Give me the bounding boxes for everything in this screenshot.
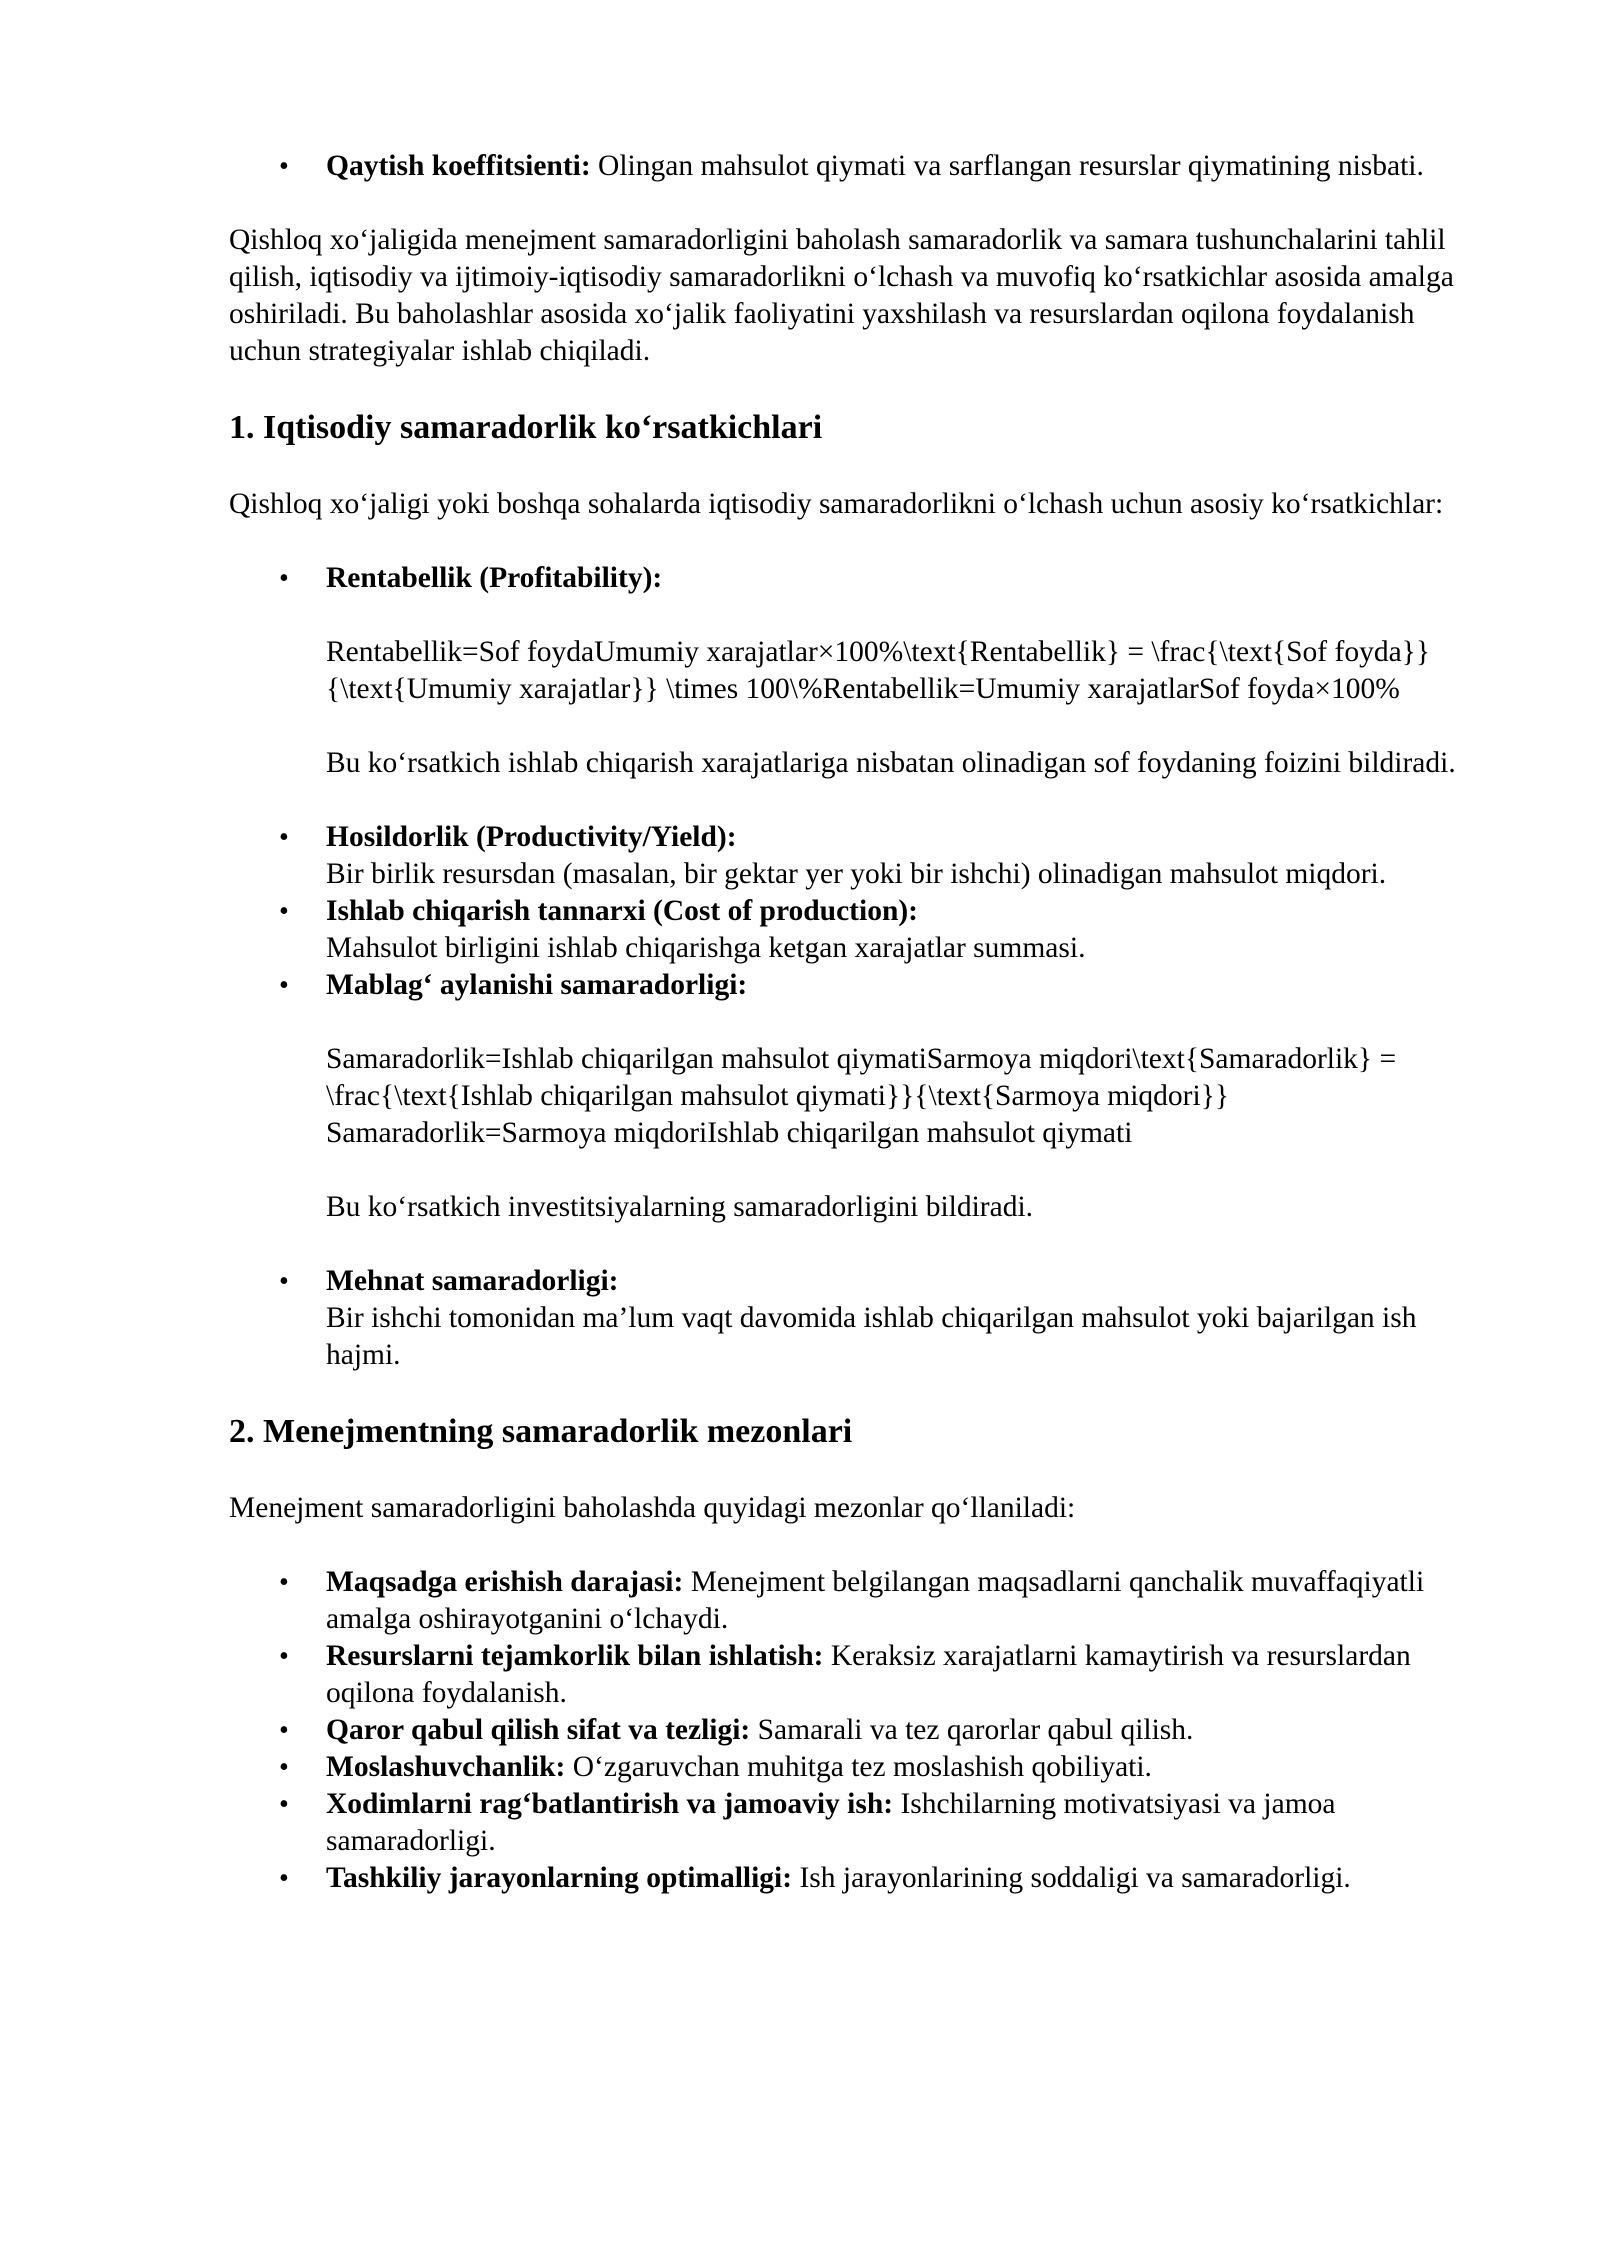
item-term: Resurslarni tejamkorlik bilan ishlatish: xyxy=(326,1640,824,1672)
item-term: Maqsadga erishish darajasi: xyxy=(326,1566,684,1598)
list-item-rentabellik xyxy=(229,560,1489,782)
formula-samaradorlik: Samaradorlik=Ishlab chiqarilgan mahsulot qiymatiSarmoya miqdori\text{Samaradorlik} = \frac{\text{Ishlab chiqarilgan mahsulot qiymati}}{\text{Sarmoya miqdori}} Samaradorlik=Sarmoya miqdoriIshlab chiqarilgan mahsulot qiymati xyxy=(326,1043,1397,1149)
item-text: Keraksiz xarajatlarni kamaytirish va resurslardan oqilona foydalanish. xyxy=(326,1640,1411,1709)
item-term: Qaytish koeffitsienti: xyxy=(326,150,591,182)
item-text: Menejment belgilangan maqsadlarni qanchalik muvaffaqiyatli amalga oshirayotganini o‘lchaydi. xyxy=(326,1566,1425,1635)
item-text: Samarali va tez qarorlar qabul qilish. xyxy=(750,1714,1194,1746)
list-item-hosildorlik xyxy=(229,819,1489,893)
item-text: Ishchilarning motivatsiyasi va jamoa samaradorligi. xyxy=(326,1788,1336,1857)
formula-note: Bu ko‘rsatkich ishlab chiqarish xarajatlariga nisbatan olinadigan sof foydaning foizini bildiradi. xyxy=(326,747,1456,779)
item-term: Moslashuvchanlik: xyxy=(326,1751,566,1783)
list-item xyxy=(229,1712,1489,1749)
formula-rentabellik: Rentabellik=Sof foydaUmumiy xarajatlar×100%\text{Rentabellik} = \frac{\text{Sof foyda}}{\text{Umumiy xarajatlar}} \times 100\%Rentabellik=Umumiy xarajatlarSof foyda×100% xyxy=(326,636,1430,705)
section-1-heading: 1. Iqtisodiy samaradorlik ko‘rsatkichlari xyxy=(229,409,823,446)
item-term: Ishlab chiqarish tannarxi (Cost of production): xyxy=(326,895,919,927)
list-item xyxy=(229,148,1489,185)
list-item xyxy=(229,1638,1489,1712)
item-term: Rentabellik (Profitability): xyxy=(326,562,663,594)
intro-list xyxy=(229,148,1489,185)
list-item xyxy=(229,1564,1489,1638)
item-term: Tashkiliy jarayonlarning optimalligi: xyxy=(326,1862,793,1894)
item-term: Xodimlarni rag‘batlantirish va jamoaviy ish: xyxy=(326,1788,894,1820)
section-2-list xyxy=(229,1564,1489,1897)
item-text: Olingan mahsulot qiymati va sarflangan resurslar qiymatining nisbati. xyxy=(590,150,1424,182)
list-item-mehnat xyxy=(229,1263,1489,1374)
list-item-mablag xyxy=(229,967,1489,1226)
item-text: Ish jarayonlarining soddaligi va samaradorligi. xyxy=(792,1862,1351,1894)
section-1-lead: Qishloq xo‘jaligi yoki boshqa sohalarda iqtisodiy samaradorlikni o‘lchash uchun asosiy ko‘rsatkichlar: xyxy=(229,488,1444,520)
section-2-heading: 2. Menejmentning samaradorlik mezonlari xyxy=(229,1413,853,1450)
section-1-list xyxy=(229,560,1489,1374)
item-term: Hosildorlik (Productivity/Yield): xyxy=(326,821,737,853)
item-desc: Bir ishchi tomonidan ma’lum vaqt davomida ishlab chiqarilgan mahsulot yoki bajarilgan ish hajmi. xyxy=(326,1302,1417,1371)
formula-note: Bu ko‘rsatkich investitsiyalarning samaradorligini bildiradi. xyxy=(326,1191,1034,1223)
list-item xyxy=(229,1786,1489,1860)
list-item xyxy=(229,1860,1489,1897)
item-term: Mablag‘ aylanishi samaradorligi: xyxy=(326,969,748,1001)
intro-paragraph: Qishloq xo‘jaligida menejment samaradorligini baholash samaradorlik va samara tushunchalarini tahlil qilish, iqtisodiy va ijtimoiy-iqtisodiy samaradorlikni o‘lchash va muvofiq ko‘rsatkichlar asosida amalga oshiriladi. Bu baholashlar asosida xo‘jalik faoliyatini yaxshilash va resurslardan oqilona foydalanish uchun strategiyalar ishlab chiqiladi. xyxy=(229,224,1454,367)
section-2-lead: Menejment samaradorligini baholashda quyidagi mezonlar qo‘llaniladi: xyxy=(229,1492,1076,1524)
item-desc: Mahsulot birligini ishlab chiqarishga ketgan xarajatlar summasi. xyxy=(326,932,1086,964)
item-desc: Bir birlik resursdan (masalan, bir gektar yer yoki bir ishchi) olinadigan mahsulot miqdori. xyxy=(326,858,1387,890)
item-term: Qaror qabul qilish sifat va tezligi: xyxy=(326,1714,751,1746)
item-term: Mehnat samaradorligi: xyxy=(326,1265,619,1297)
item-text: O‘zgaruvchan muhitga tez moslashish qobiliyati. xyxy=(565,1751,1152,1783)
document-page xyxy=(229,148,1489,1897)
list-item-tannarx xyxy=(229,893,1489,967)
list-item xyxy=(229,1749,1489,1786)
